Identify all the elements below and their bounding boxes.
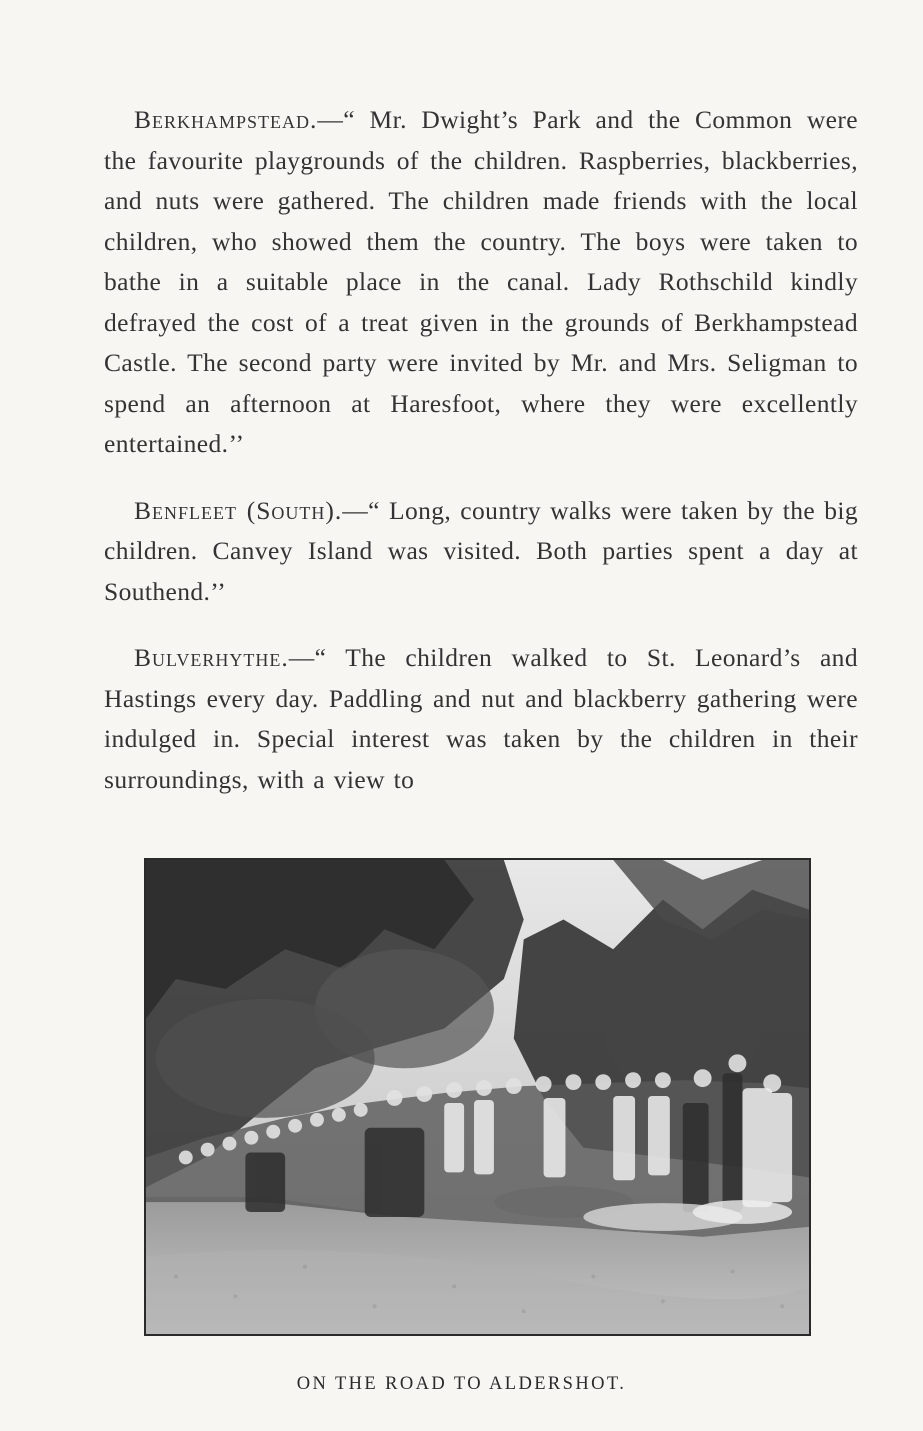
paragraph-text: —“ Long, country walks were taken by the big children. Canvey Island was visited. Both parties spent a day at Southend.’’ bbox=[104, 495, 858, 606]
paragraph-benfleet bbox=[104, 491, 858, 613]
paragraph-text: —“ The children walked to St. Leonard’s and Hastings every day. Paddling and nut and blackberry gathering were indulged in. Special interest was taken by the children in their surroundings, with a view to bbox=[104, 643, 858, 794]
paragraph-text: —“ Mr. Dwight’s Park and the Common were the favourite playgrounds of the children. Raspberries, blackberries, and nuts were gathered. The children made friends with the local children, who showed them the country. The boys were taken to bathe in a suitable place in the canal. Lady Rothschild kindly defrayed the cost of a treat given in the grounds of Berkhampstead Castle. The second party were invited by Mr. and Mrs. Seligman to spend an afternoon at Haresfoot, where they were excellently entertained.’’ bbox=[104, 105, 858, 458]
place-name: Berkhampstead. bbox=[134, 105, 318, 134]
figure-caption: ON THE ROAD TO ALDERSHOT. bbox=[296, 1374, 627, 1394]
photo-illustration bbox=[146, 860, 809, 1334]
body-text bbox=[104, 100, 858, 826]
place-name: Bulverhythe. bbox=[134, 643, 289, 672]
place-name: Benfleet (South). bbox=[134, 495, 343, 525]
paragraph-berkhampstead bbox=[104, 100, 858, 465]
paragraph-bulverhythe bbox=[104, 638, 858, 800]
photograph-children-group bbox=[144, 858, 811, 1336]
